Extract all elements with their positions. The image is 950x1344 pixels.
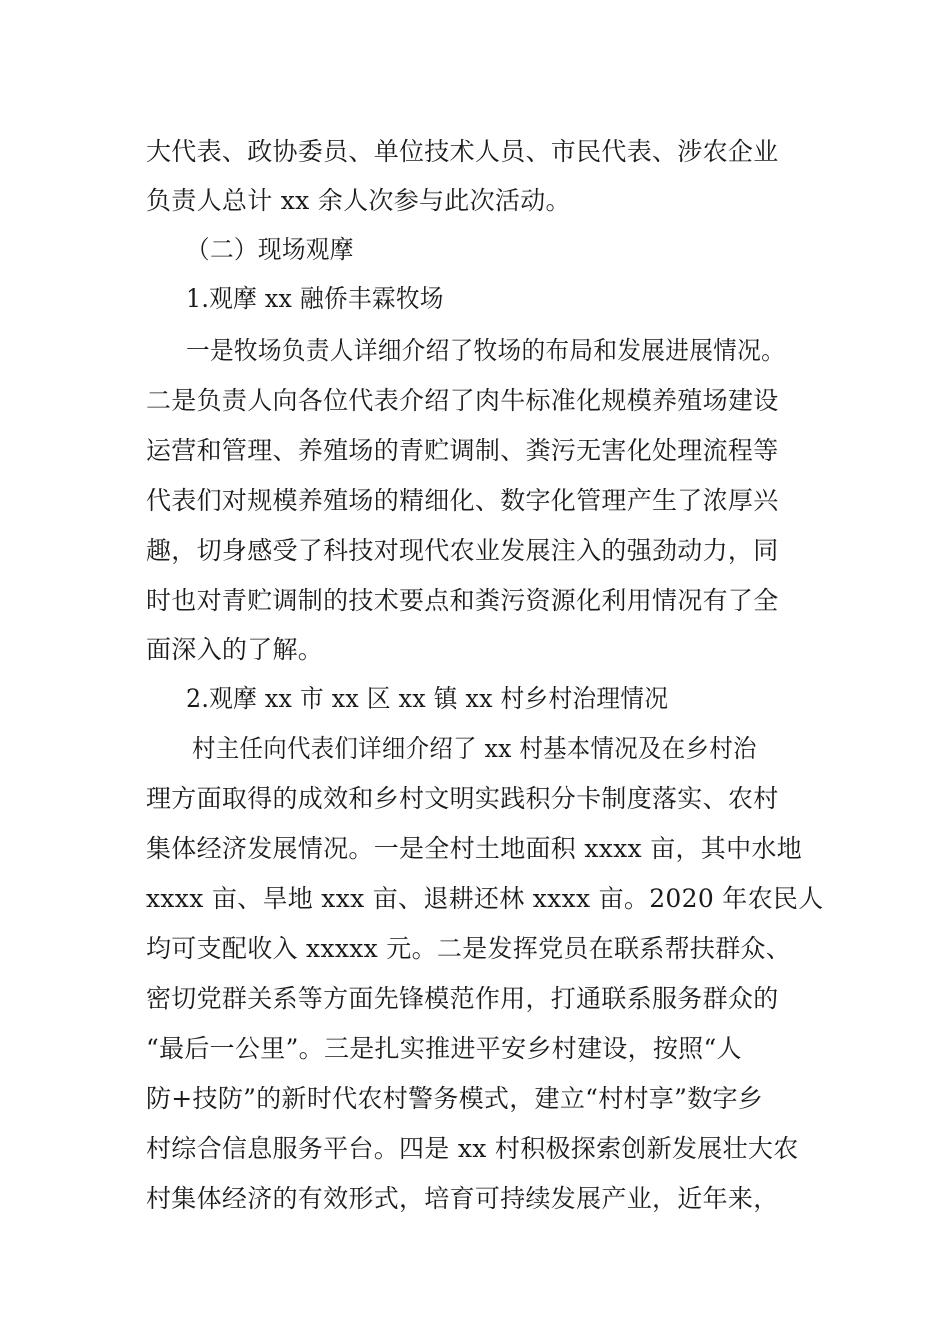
subsection-heading: 1.观摩 xx 融侨丰霖牧场	[186, 284, 444, 313]
text-line: 面深入的了解。	[146, 635, 324, 664]
text-line: 运营和管理、养殖场的青贮调制、粪污无害化处理流程等	[146, 436, 779, 465]
text-line: 趣，切身感受了科技对现代农业发展注入的强劲动力，同	[146, 536, 779, 565]
text-line: 时也对青贮调制的技术要点和粪污资源化利用情况有了全	[146, 586, 779, 615]
text-line: 大代表、政协委员、单位技术人员、市民代表、涉农企业	[146, 137, 779, 166]
subsection-heading: 2.观摩 xx 市 xx 区 xx 镇 xx 村乡村治理情况	[186, 684, 669, 713]
text-line: 二是负责人向各位代表介绍了肉牛标准化规模养殖场建设	[146, 386, 779, 415]
text-line: 村综合信息服务平台。四是 xx 村积极探索创新发展壮大农	[146, 1134, 799, 1163]
text-line: 村集体经济的有效形式，培育可持续发展产业，近年来，	[146, 1184, 779, 1213]
text-line: 负责人总计 xx 余人次参与此次活动。	[146, 186, 571, 215]
text-line: 理方面取得的成效和乡村文明实践积分卡制度落实、农村	[146, 784, 779, 813]
text-line: “最后一公里”。三是扎实推进平安乡村建设，按照“人	[146, 1034, 742, 1063]
text-line: 代表们对规模养殖场的精细化、数字化管理产生了浓厚兴	[146, 486, 779, 515]
section-heading: （二）现场观摩	[186, 235, 354, 264]
text-line: 村主任向代表们详细介绍了 xx 村基本情况及在乡村治	[192, 734, 757, 763]
text-line: 防+技防”的新时代农村警务模式，建立“村村享”数字乡	[146, 1084, 764, 1113]
text-line: xxxx 亩、旱地 xxx 亩、退耕还林 xxxx 亩。2020 年农民人	[146, 884, 824, 913]
text-line: 一是牧场负责人详细介绍了牧场的布局和发展进展情况。	[186, 336, 786, 365]
text-line: 密切党群关系等方面先锋模范作用，打通联系服务群众的	[146, 984, 779, 1013]
text-line: 均可支配收入 xxxxx 元。二是发挥党员在联系帮扶群众、	[146, 934, 792, 963]
text-line: 集体经济发展情况。一是全村土地面积 xxxx 亩，其中水地	[146, 834, 802, 863]
